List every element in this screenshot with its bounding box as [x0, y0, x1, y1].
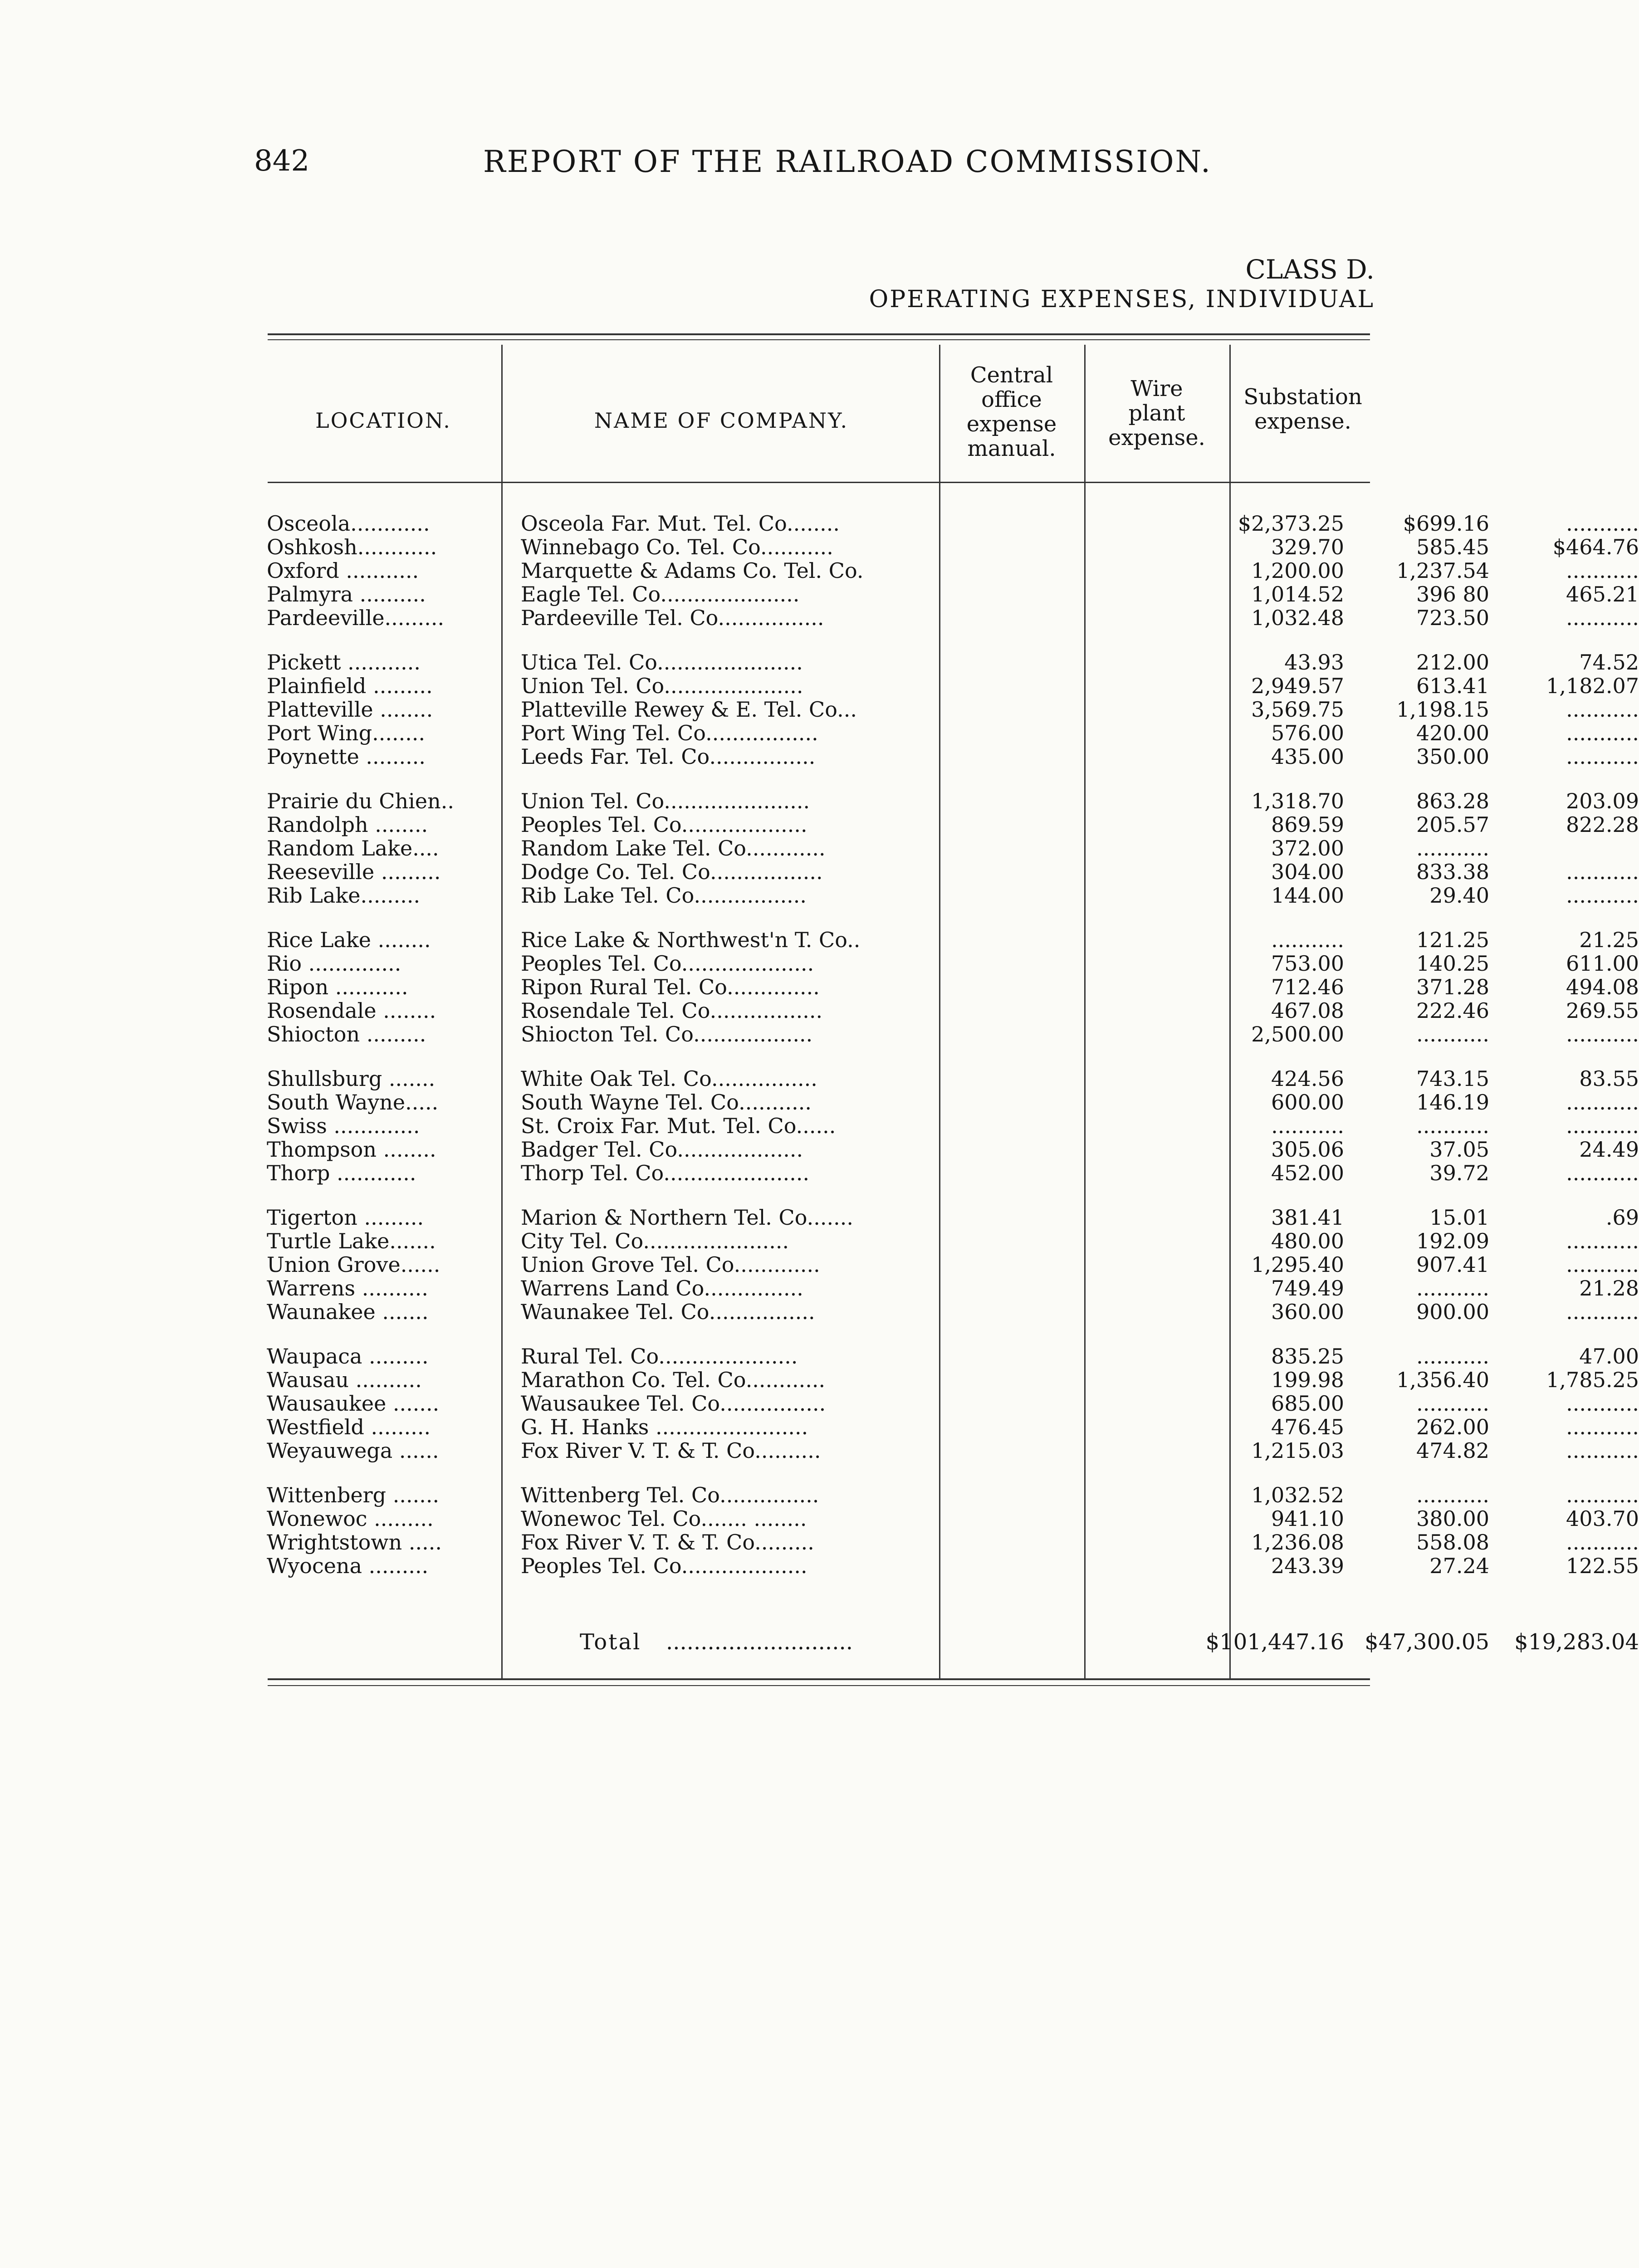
substation-cell: ...........: [1566, 860, 1639, 884]
location-cell: Pardeeville.........: [267, 606, 445, 630]
substation-cell: 74.52: [1579, 650, 1639, 675]
location-cell: Wausaukee .......: [267, 1391, 440, 1416]
table-row: [267, 582, 1639, 606]
central-office-cell: 199.98: [1271, 1368, 1344, 1392]
header-line: expense.: [1254, 409, 1351, 434]
table-body: [267, 511, 1639, 1598]
header-line: office: [981, 387, 1042, 412]
table-row: [267, 511, 1639, 536]
wire-plant-cell: 833.38: [1416, 860, 1489, 884]
header-wire-plant: [1086, 376, 1227, 450]
company-cell: White Oak Tel. Co................: [521, 1066, 817, 1091]
substation-cell: ...........: [1566, 606, 1639, 630]
substation-cell: 269.55: [1566, 998, 1639, 1023]
wire-plant-cell: 1,237.54: [1396, 558, 1489, 583]
central-office-cell: 1,295.40: [1251, 1252, 1344, 1277]
header-rule: [268, 482, 1370, 483]
wire-plant-cell: 585.45: [1416, 535, 1489, 559]
location-cell: Wittenberg .......: [267, 1483, 440, 1507]
header-central-office: [941, 363, 1082, 461]
central-office-cell: 2,949.57: [1251, 674, 1344, 698]
location-cell: Random Lake....: [267, 836, 439, 860]
central-office-cell: 424.56: [1271, 1066, 1344, 1091]
company-cell: Fox River V. T. & T. Co.........: [521, 1530, 814, 1554]
central-office-cell: 1,032.48: [1251, 606, 1344, 630]
central-office-cell: 381.41: [1271, 1205, 1344, 1230]
table-row: [267, 883, 1639, 908]
header-line: expense: [966, 411, 1057, 437]
table-row: [267, 1066, 1639, 1091]
substation-cell: 122.55: [1566, 1554, 1639, 1578]
header-substation: [1230, 385, 1375, 434]
company-cell: Union Tel. Co......................: [521, 789, 810, 813]
wire-plant-cell: 613.41: [1416, 674, 1489, 698]
substation-cell: 47.00: [1579, 1344, 1639, 1369]
table-row: [267, 836, 1489, 860]
table-row: [267, 1415, 1639, 1439]
total-wire-plant: $47,300.05: [1365, 1629, 1489, 1655]
substation-cell: 21.25: [1579, 928, 1639, 952]
substation-cell: ...........: [1566, 1483, 1639, 1507]
location-cell: Rice Lake ........: [267, 928, 431, 952]
location-cell: Union Grove......: [267, 1252, 440, 1277]
central-office-cell: ...........: [1271, 1114, 1344, 1138]
total-substation: $19,283.04: [1514, 1629, 1639, 1655]
table-row: [267, 1344, 1639, 1369]
company-cell: Marathon Co. Tel. Co............: [521, 1368, 826, 1392]
substation-cell: ...........: [1566, 697, 1639, 722]
central-office-cell: 372.00: [1271, 836, 1344, 860]
substation-cell: ...........: [1566, 1252, 1639, 1277]
company-cell: Wittenberg Tel. Co...............: [521, 1483, 819, 1507]
company-cell: Rice Lake & Northwest'n T. Co..: [521, 928, 861, 952]
central-office-cell: 1,236.08: [1251, 1530, 1344, 1554]
wire-plant-cell: 1,356.40: [1396, 1368, 1489, 1392]
central-office-cell: 1,200.00: [1251, 558, 1344, 583]
company-cell: Wonewoc Tel. Co....... ........: [521, 1506, 807, 1531]
location-cell: Oshkosh............: [267, 535, 437, 559]
header-line: Substation: [1243, 384, 1362, 410]
location-cell: Thompson ........: [267, 1137, 436, 1162]
header-location: LOCATION.: [315, 408, 451, 433]
central-office-cell: 243.39: [1271, 1554, 1344, 1578]
company-cell: Ripon Rural Tel. Co..............: [521, 975, 820, 999]
location-cell: Westfield .........: [267, 1415, 431, 1439]
substation-cell: 203.09: [1566, 789, 1639, 813]
header-line: expense.: [1108, 425, 1205, 450]
company-cell: Pardeeville Tel. Co................: [521, 606, 824, 630]
location-cell: Poynette .........: [267, 744, 426, 769]
company-cell: Peoples Tel. Co...................: [521, 812, 807, 837]
substation-cell: 465.21: [1566, 582, 1639, 606]
location-cell: Wrightstown .....: [267, 1530, 442, 1554]
table-row: [267, 721, 1639, 745]
location-cell: Weyauwega ......: [267, 1438, 439, 1463]
substation-cell: 494.08: [1566, 975, 1639, 999]
wire-plant-cell: 39.72: [1429, 1161, 1489, 1185]
row-group: [267, 789, 1639, 908]
wire-plant-cell: 146.19: [1416, 1090, 1489, 1114]
substation-cell: ...........: [1566, 1022, 1639, 1046]
wire-plant-cell: 205.57: [1416, 812, 1489, 837]
company-cell: Union Grove Tel. Co.............: [521, 1252, 820, 1277]
location-cell: Wyocena .........: [267, 1554, 429, 1578]
table-row: [267, 1391, 1639, 1416]
table-row: [267, 1229, 1639, 1253]
table-row: [267, 1300, 1639, 1324]
page-number: 842: [254, 144, 310, 178]
location-cell: Plainfield .........: [267, 674, 433, 698]
table-subheading: OPERATING EXPENSES, INDIVIDUAL: [869, 286, 1375, 313]
wire-plant-cell: 212.00: [1416, 650, 1489, 675]
location-cell: Wonewoc .........: [267, 1506, 434, 1531]
central-office-cell: 1,318.70: [1251, 789, 1344, 813]
location-cell: Warrens ..........: [267, 1276, 428, 1300]
central-office-cell: 1,014.52: [1251, 582, 1344, 606]
central-office-cell: 476.45: [1271, 1415, 1344, 1439]
substation-cell: 822.28: [1566, 812, 1639, 837]
substation-cell: 403.70: [1566, 1506, 1639, 1531]
wire-plant-cell: ...........: [1416, 1022, 1489, 1046]
company-cell: South Wayne Tel. Co...........: [521, 1090, 812, 1114]
central-office-cell: 467.08: [1271, 998, 1344, 1023]
company-cell: Peoples Tel. Co....................: [521, 951, 814, 976]
wire-plant-cell: 723.50: [1416, 606, 1489, 630]
company-cell: Peoples Tel. Co...................: [521, 1554, 807, 1578]
central-office-cell: 941.10: [1271, 1506, 1344, 1531]
substation-cell: 83.55: [1579, 1066, 1639, 1091]
table-row: [267, 928, 1639, 952]
company-cell: Fox River V. T. & T. Co..........: [521, 1438, 821, 1463]
company-cell: Leeds Far. Tel. Co................: [521, 744, 816, 769]
company-cell: Marion & Northern Tel. Co.......: [521, 1205, 853, 1230]
company-cell: Rib Lake Tel. Co.................: [521, 883, 807, 908]
central-office-cell: 305.06: [1271, 1137, 1344, 1162]
wire-plant-cell: 743.15: [1416, 1066, 1489, 1091]
table-row: [267, 1090, 1639, 1114]
substation-cell: 1,785.25: [1546, 1368, 1639, 1392]
substation-cell: $464.76: [1552, 535, 1639, 559]
table-row: [267, 558, 1639, 583]
location-cell: Swiss .............: [267, 1114, 420, 1138]
location-cell: Tigerton .........: [267, 1205, 424, 1230]
wire-plant-cell: 140.25: [1416, 951, 1489, 976]
table-row: [267, 1276, 1639, 1300]
wire-plant-cell: 192.09: [1416, 1229, 1489, 1253]
wire-plant-cell: 474.82: [1416, 1438, 1489, 1463]
table-row: [267, 951, 1639, 976]
wire-plant-cell: ...........: [1416, 836, 1489, 860]
substation-cell: ...........: [1566, 1438, 1639, 1463]
central-office-cell: 835.25: [1271, 1344, 1344, 1369]
central-office-cell: 304.00: [1271, 860, 1344, 884]
wire-plant-cell: $699.16: [1403, 511, 1489, 536]
central-office-cell: ...........: [1271, 928, 1344, 952]
row-group: [267, 1483, 1639, 1578]
table-row: [267, 1022, 1639, 1046]
table-row: [267, 789, 1639, 813]
substation-cell: 21.28: [1579, 1276, 1639, 1300]
wire-plant-cell: 121.25: [1416, 928, 1489, 952]
substation-cell: .69: [1605, 1205, 1639, 1230]
location-cell: Osceola............: [267, 511, 430, 536]
substation-cell: ...........: [1566, 1415, 1639, 1439]
wire-plant-cell: 907.41: [1416, 1252, 1489, 1277]
wire-plant-cell: 371.28: [1416, 975, 1489, 999]
central-office-cell: 2,500.00: [1251, 1022, 1344, 1046]
row-group: [267, 1205, 1639, 1324]
row-group: [267, 1066, 1639, 1185]
wire-plant-cell: 396 80: [1416, 582, 1489, 606]
table-row: [267, 1205, 1639, 1230]
table-row: [267, 975, 1639, 999]
table-row: [267, 812, 1639, 837]
substation-cell: ...........: [1566, 883, 1639, 908]
total-label: Total: [580, 1629, 641, 1655]
company-cell: Osceola Far. Mut. Tel. Co........: [521, 511, 840, 536]
central-office-cell: 576.00: [1271, 721, 1344, 745]
wire-plant-cell: 15.01: [1429, 1205, 1489, 1230]
table-row: [267, 650, 1639, 675]
location-cell: Ripon ...........: [267, 975, 408, 999]
location-cell: Pickett ...........: [267, 650, 421, 675]
wire-plant-cell: 37.05: [1429, 1137, 1489, 1162]
location-cell: Randolph ........: [267, 812, 428, 837]
location-cell: Rosendale ........: [267, 998, 436, 1023]
table-row: [267, 1114, 1639, 1138]
table-row: [267, 1530, 1639, 1554]
company-cell: Thorp Tel. Co......................: [521, 1161, 810, 1185]
location-cell: South Wayne.....: [267, 1090, 439, 1114]
header-line: plant: [1128, 401, 1185, 426]
row-group: [267, 1344, 1639, 1463]
wire-plant-cell: ...........: [1416, 1276, 1489, 1300]
location-cell: Prairie du Chien..: [267, 789, 454, 813]
central-office-cell: 3,569.75: [1251, 697, 1344, 722]
company-cell: G. H. Hanks .......................: [521, 1415, 808, 1439]
location-cell: Oxford ...........: [267, 558, 419, 583]
central-office-cell: 329.70: [1271, 535, 1344, 559]
table-row: [267, 860, 1639, 884]
company-cell: Platteville Rewey & E. Tel. Co...: [521, 697, 857, 722]
wire-plant-cell: 900.00: [1416, 1300, 1489, 1324]
central-office-cell: 1,032.52: [1251, 1483, 1344, 1507]
table-row: [267, 1161, 1639, 1185]
table-row: [267, 1252, 1639, 1277]
wire-plant-cell: 1,198.15: [1396, 697, 1489, 722]
table-row: [267, 606, 1639, 630]
location-cell: Shiocton .........: [267, 1022, 426, 1046]
substation-cell: 24.49: [1579, 1137, 1639, 1162]
row-group: [267, 511, 1639, 630]
central-office-cell: 685.00: [1271, 1391, 1344, 1416]
company-cell: Shiocton Tel. Co..................: [521, 1022, 813, 1046]
substation-cell: ...........: [1566, 1090, 1639, 1114]
wire-plant-cell: 350.00: [1416, 744, 1489, 769]
company-cell: Badger Tel. Co...................: [521, 1137, 803, 1162]
total-leader-dots: ...........................: [666, 1629, 853, 1655]
table-row: [267, 1137, 1639, 1162]
bottom-rule-thin: [268, 1685, 1370, 1686]
company-cell: Utica Tel. Co......................: [521, 650, 803, 675]
location-cell: Rio ..............: [267, 951, 401, 976]
location-cell: Waupaca .........: [267, 1344, 429, 1369]
wire-plant-cell: 222.46: [1416, 998, 1489, 1023]
central-office-cell: 144.00: [1271, 883, 1344, 908]
central-office-cell: 753.00: [1271, 951, 1344, 976]
location-cell: Rib Lake.........: [267, 883, 421, 908]
table-row: [267, 1438, 1639, 1463]
substation-cell: ...........: [1566, 1391, 1639, 1416]
substation-cell: ...........: [1566, 1300, 1639, 1324]
substation-cell: ...........: [1566, 511, 1639, 536]
company-cell: City Tel. Co......................: [521, 1229, 789, 1253]
location-cell: Waunakee .......: [267, 1300, 429, 1324]
location-cell: Palmyra ..........: [267, 582, 426, 606]
location-cell: Thorp ............: [267, 1161, 416, 1185]
wire-plant-cell: 558.08: [1416, 1530, 1489, 1554]
location-cell: Shullsburg .......: [267, 1066, 435, 1091]
class-label: CLASS D.: [1245, 254, 1375, 285]
central-office-cell: 435.00: [1271, 744, 1344, 769]
substation-cell: ...........: [1566, 1114, 1639, 1138]
company-cell: Union Tel. Co.....................: [521, 674, 803, 698]
table-row: [267, 744, 1639, 769]
substation-cell: ...........: [1566, 1229, 1639, 1253]
header-company: NAME OF COMPANY.: [594, 408, 849, 433]
wire-plant-cell: ...........: [1416, 1344, 1489, 1369]
company-cell: Waunakee Tel. Co................: [521, 1300, 815, 1324]
total-central-office: $101,447.16: [1205, 1629, 1344, 1655]
location-cell: Reeseville .........: [267, 860, 441, 884]
central-office-cell: 749.49: [1271, 1276, 1344, 1300]
wire-plant-cell: ...........: [1416, 1483, 1489, 1507]
substation-cell: ...........: [1566, 558, 1639, 583]
wire-plant-cell: 380.00: [1416, 1506, 1489, 1531]
location-cell: Turtle Lake.......: [267, 1229, 436, 1253]
table-row: [267, 674, 1639, 698]
wire-plant-cell: 863.28: [1416, 789, 1489, 813]
central-office-cell: 1,215.03: [1251, 1438, 1344, 1463]
wire-plant-cell: ...........: [1416, 1114, 1489, 1138]
company-cell: Rosendale Tel. Co.................: [521, 998, 823, 1023]
total-row: [267, 1628, 1639, 1656]
table-row: [267, 1554, 1639, 1578]
substation-cell: ...........: [1566, 1161, 1639, 1185]
company-cell: Rural Tel. Co.....................: [521, 1344, 798, 1369]
central-office-cell: 480.00: [1271, 1229, 1344, 1253]
running-head: REPORT OF THE RAILROAD COMMISSION.: [483, 144, 1212, 179]
table-row: [267, 1506, 1639, 1531]
central-office-cell: 869.59: [1271, 812, 1344, 837]
row-group: [267, 928, 1639, 1046]
wire-plant-cell: 262.00: [1416, 1415, 1489, 1439]
central-office-cell: $2,373.25: [1238, 511, 1344, 536]
substation-cell: 1,182.07: [1546, 674, 1639, 698]
substation-cell: ...........: [1566, 721, 1639, 745]
top-rule: [268, 333, 1370, 335]
location-cell: Wausau ..........: [267, 1368, 422, 1392]
company-cell: Winnebago Co. Tel. Co...........: [521, 535, 833, 559]
substation-cell: ...........: [1566, 1530, 1639, 1554]
central-office-cell: 600.00: [1271, 1090, 1344, 1114]
company-cell: St. Croix Far. Mut. Tel. Co......: [521, 1114, 836, 1138]
table-row: [267, 535, 1639, 559]
substation-cell: ...........: [1566, 744, 1639, 769]
location-cell: Platteville ........: [267, 697, 433, 722]
central-office-cell: 360.00: [1271, 1300, 1344, 1324]
table-row: [267, 998, 1639, 1023]
central-office-cell: 452.00: [1271, 1161, 1344, 1185]
company-cell: Wausaukee Tel. Co................: [521, 1391, 826, 1416]
company-cell: Port Wing Tel. Co.................: [521, 721, 818, 745]
central-office-cell: 712.46: [1271, 975, 1344, 999]
wire-plant-cell: 27.24: [1429, 1554, 1489, 1578]
wire-plant-cell: 420.00: [1416, 721, 1489, 745]
row-group: [267, 650, 1639, 769]
substation-cell: 611.00: [1566, 951, 1639, 976]
wire-plant-cell: 29.40: [1429, 883, 1489, 908]
header-line: Central: [970, 362, 1053, 388]
bottom-rule: [268, 1678, 1370, 1680]
table-row: [267, 1483, 1639, 1507]
header-line: Wire: [1130, 376, 1183, 401]
table-row: [267, 1368, 1639, 1392]
central-office-cell: 43.93: [1284, 650, 1344, 675]
company-cell: Eagle Tel. Co.....................: [521, 582, 800, 606]
table-row: [267, 697, 1639, 722]
company-cell: Random Lake Tel. Co............: [521, 836, 826, 860]
wire-plant-cell: ...........: [1416, 1391, 1489, 1416]
location-cell: Port Wing........: [267, 721, 426, 745]
header-line: manual.: [967, 436, 1056, 461]
company-cell: Warrens Land Co...............: [521, 1276, 803, 1300]
top-rule-thin: [268, 339, 1370, 340]
company-cell: Marquette & Adams Co. Tel. Co.: [521, 558, 864, 583]
company-cell: Dodge Co. Tel. Co.................: [521, 860, 823, 884]
